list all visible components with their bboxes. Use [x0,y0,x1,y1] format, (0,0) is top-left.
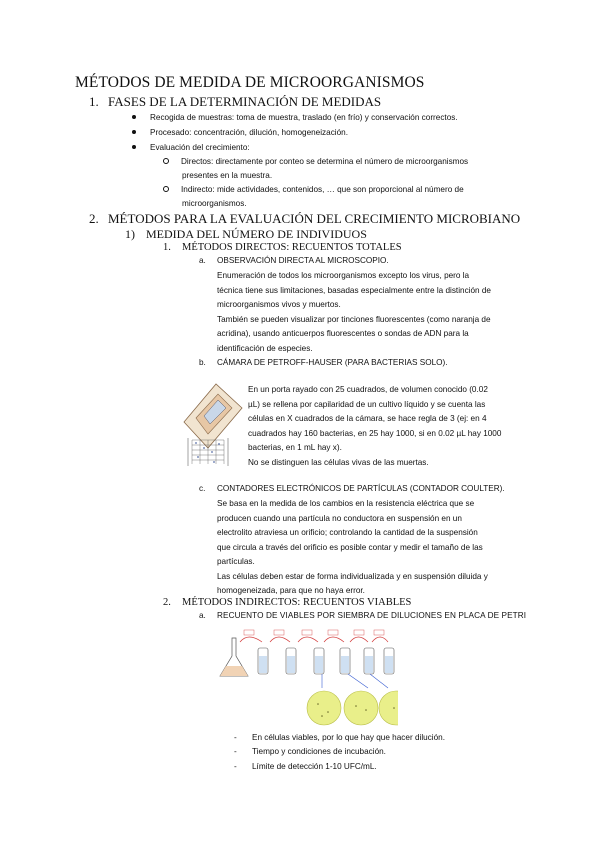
list-item: Recogida de muestras: toma de muestra, traslado (en frío) y conservación correctos. [132,113,458,122]
sub-list-item: Directos: directamente por conteo se determina el número de microorganismos [163,157,468,166]
counting-chamber-illustration [178,378,244,470]
subsection-number: 1) [125,227,135,241]
item-body: Enumeración de todos los microorganismos excepto los virus, pero la técnica tiene sus limitaciones, basadas especialmente entre la distinción de microorganismos vivos y muertos. También se pueden visualizar por tinciones fluorescentes (como naranja de acridina), usando anticuerpos fluorescentes o sondas de ADN para la identificación de especies. [217,271,491,353]
item-body: Se basa en la medida de los cambios en la resistencia eléctrica que se producen cuando una partícula no conductora en suspensión en un electrolito atraviesa un orificio; controlando la cantidad de la suspensión que circula a través del orificio es posible contar y medir el tamaño de las partículas. Las células deben estar de forma individualizada y en suspensión diluida y homogeneizada, para que no haya error. [217,499,488,595]
dash-list-item: - Tiempo y condiciones de incubación. [234,747,386,756]
bullet-icon [132,130,136,134]
section-2-heading: MÉTODOS PARA LA EVALUACIÓN DEL CRECIMIENTO MICROBIANO [108,211,521,226]
list-item: Procesado: concentración, dilución, homogeneización. [132,128,348,137]
bullet-icon [132,115,136,119]
subsubsection-heading: MÉTODOS INDIRECTOS: RECUENTOS VIABLES [182,597,412,608]
list-item: Evaluación del crecimiento: [132,143,250,152]
subsubsection-heading: MÉTODOS DIRECTOS: RECUENTOS TOTALES [182,242,402,253]
subsection-heading: MEDIDA DEL NÚMERO DE INDIVIDUOS [146,227,367,241]
item-label: b. [199,358,206,367]
item-title: CONTADORES ELECTRÓNICOS DE PARTÍCULAS (CONTADOR COULTER). [217,484,505,493]
circle-bullet-icon [163,186,169,192]
section-2-number: 2. [89,211,99,226]
item-label: a. [199,611,206,620]
item-title: OBSERVACIÓN DIRECTA AL MICROSCOPIO. [217,256,389,265]
sub-list-item: Indirecto: mide actividades, contenidos, … que son proporcional al número de [163,185,464,194]
item-title: RECUENTO DE VIABLES POR SIEMBRA DE DILUCIONES EN PLACA DE PETRI [217,611,527,620]
subsubsection-number: 2. [163,597,171,608]
section-1-number: 1. [89,94,99,109]
subsubsection-number: 1. [163,242,171,253]
serial-dilution-diagram [218,626,398,726]
sub-list-item-cont: presentes en la muestra. [182,171,273,180]
item-label: c. [199,484,206,493]
circle-bullet-icon [163,158,169,164]
section-1-heading: FASES DE LA DETERMINACIÓN DE MEDIDAS [108,94,382,109]
sub-list-item-cont: microorganismos. [182,199,247,208]
bullet-icon [132,145,136,149]
item-body: En un porta rayado con 25 cuadrados, de volumen conocido (0.02 µL) se rellena por capilaridad de un cultivo líquido y se cuenta las células en X cuadrados de la cámara, se hace regla de 3 (ej: en 4 cuadrados hay 160 bacterias, en 25 hay 1000, si en 0.02 µL hay 1000 bacterias, en 1 mL hay x). No se distinguen las células vivas de las muertas. [248,385,502,467]
page-title: MÉTODOS DE MEDIDA DE MICROORGANISMOS [75,74,425,91]
item-label: a. [199,256,206,265]
dash-list-item: - Límite de detección 1-10 UFC/mL. [234,762,377,771]
dash-list-item: - En células viables, por lo que hay que hacer dilución. [234,733,445,742]
item-title: CÁMARA DE PETROFF-HAUSER (PARA BACTERIAS SOLO). [217,358,448,367]
